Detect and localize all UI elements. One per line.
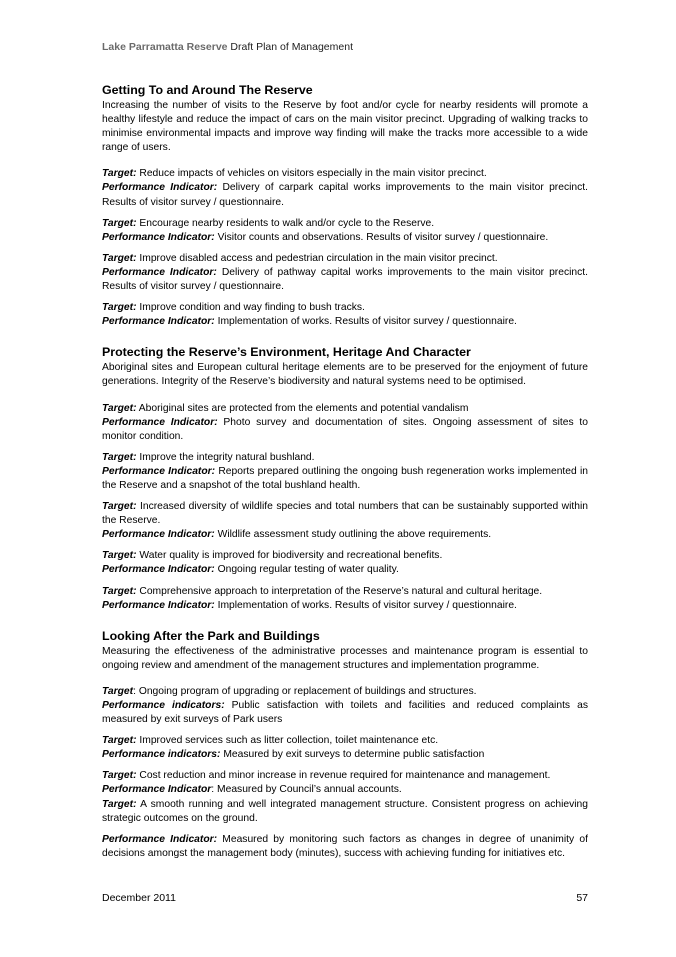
- line-label: Performance Indicator:: [102, 564, 215, 576]
- target-line: [102, 549, 588, 563]
- performance-indicator-line: [102, 231, 588, 245]
- line-label: Target:: [102, 550, 137, 562]
- line-text: A smooth running and well integrated management structure. Consistent progress on achieving strategic outcomes on the ground.: [102, 798, 588, 824]
- line-text: Implementation of works. Results of visitor survey / questionnaire.: [214, 599, 517, 611]
- line-text: Delivery of pathway capital works improvements to the main visitor precinct. Results of visitor survey / questionnaire.: [102, 266, 588, 293]
- performance-indicator-line: [102, 563, 588, 577]
- performance-indicator-line: [102, 181, 588, 209]
- target-block: [102, 734, 588, 762]
- section-heading: Looking After the Park and Buildings: [102, 628, 320, 643]
- line-label: Target:: [102, 217, 137, 229]
- performance-indicator-line: [102, 266, 588, 294]
- line-text: Water quality is improved for biodiversity and recreational benefits.: [136, 550, 443, 562]
- target-block: [102, 167, 588, 209]
- line-text: Public satisfaction with toilets and facilities and reduced complaints as measured by exit surveys of Park users: [102, 700, 588, 726]
- line-label: Target:: [102, 402, 137, 414]
- line-label: Performance indicators:: [102, 749, 221, 761]
- target-line: [102, 500, 588, 528]
- line-text: : Measured by Council’s annual accounts.: [211, 784, 402, 796]
- target-block: [102, 451, 588, 493]
- section-intro: Aboriginal sites and European cultural heritage elements are to be preserved for the enjoyment of future generations. Integrity of the Reserve’s biodiversity and natural systems need to be optimised.: [102, 362, 588, 388]
- section-heading: Protecting the Reserve’s Environment, Heritage And Character: [102, 345, 471, 360]
- target-line: [102, 769, 588, 783]
- target-line: [102, 734, 588, 748]
- line-text: Wildlife assessment study outlining the above requirements.: [214, 529, 492, 541]
- target-line: [102, 685, 588, 699]
- footer-date: December 2011: [102, 892, 176, 904]
- line-label: Target:: [102, 451, 137, 463]
- running-header: [102, 41, 353, 53]
- line-text: Improve condition and way finding to bush tracks.: [136, 302, 365, 314]
- performance-indicator-line: [102, 833, 588, 861]
- section: [102, 83, 588, 329]
- line-label: Performance Indicator:: [102, 231, 215, 243]
- line-text: Photo survey and documentation of sites. Ongoing assessment of sites to monitor condition.: [102, 416, 588, 442]
- target-block: [102, 769, 588, 825]
- target-line: [102, 402, 588, 416]
- performance-indicator-line: [102, 528, 588, 542]
- line-label: Performance Indicator:: [102, 182, 218, 194]
- line-label: Performance Indicator: [102, 784, 212, 796]
- line-text: Visitor counts and observations. Results of visitor survey / questionnaire.: [214, 231, 549, 243]
- line-label: Target:: [102, 501, 137, 513]
- line-text: Measured by monitoring such factors as changes in degree of unanimity of decisions amongst the management body (minutes), success with achieving funding for initiatives etc.: [102, 833, 588, 859]
- line-text: Implementation of works. Results of visitor survey / questionnaire.: [214, 316, 517, 328]
- target-block: [102, 833, 588, 861]
- performance-indicator-line: [102, 599, 588, 613]
- line-text: Improve the integrity natural bushland.: [136, 451, 315, 463]
- line-text: Measured by exit surveys to determine public satisfaction: [220, 749, 485, 761]
- line-text: Comprehensive approach to interpretation of the Reserve’s natural and cultural heritage.: [136, 585, 543, 597]
- line-label: Performance Indicator:: [102, 599, 215, 611]
- target-line: [102, 217, 588, 231]
- section: [102, 629, 588, 861]
- target-line: [102, 252, 588, 266]
- line-text: Improved services such as litter collection, toilet maintenance etc.: [136, 735, 439, 747]
- line-label: Performance Indicator:: [102, 465, 216, 477]
- target-line: [102, 798, 588, 826]
- line-label: Performance Indicator:: [102, 529, 215, 541]
- line-text: Cost reduction and minor increase in revenue required for maintenance and management.: [136, 770, 551, 782]
- section-heading: Getting To and Around The Reserve: [102, 83, 313, 97]
- line-text: Ongoing regular testing of water quality.: [214, 564, 399, 576]
- target-block: [102, 500, 588, 542]
- header-title-rest: Draft Plan of Management: [227, 41, 353, 53]
- section: [102, 345, 588, 612]
- line-label: Target:: [102, 798, 137, 810]
- line-text: Aboriginal sites are protected from the elements and potential vandalism: [136, 402, 469, 414]
- line-text: Reduce impacts of vehicles on visitors especially in the main visitor precinct.: [136, 168, 487, 180]
- target-block: [102, 549, 588, 577]
- performance-indicator-line: [102, 465, 588, 493]
- target-block: [102, 402, 588, 444]
- target-line: [102, 585, 588, 599]
- section-intro: Increasing the number of visits to the Reserve by foot and/or cycle for nearby residents will promote a healthy lifestyle and reduce the impact of cars on the main visitor precinct. Upgrading of walking tracks to minimise environmental impacts and improve way finding will make the tracks more accessible to a wide range of users.: [102, 100, 588, 154]
- line-label: Target:: [102, 302, 137, 314]
- header-title-bold: Lake Parramatta Reserve: [102, 41, 228, 53]
- target-block: [102, 217, 588, 245]
- line-text: : Ongoing program of upgrading or replacement of buildings and structures.: [133, 685, 477, 697]
- target-block: [102, 685, 588, 727]
- target-block: [102, 252, 588, 294]
- line-label: Target:: [102, 735, 137, 747]
- performance-indicator-line: [102, 315, 588, 329]
- line-text: Delivery of carpark capital works improvements to the main visitor precinct. Results of visitor survey / questionnaire.: [102, 182, 588, 208]
- target-block: [102, 301, 588, 329]
- line-label: Performance indicators:: [102, 700, 225, 711]
- target-line: [102, 301, 588, 315]
- page-number: 57: [576, 892, 588, 904]
- performance-indicator-line: [102, 699, 588, 727]
- line-label: Performance Indicator:: [102, 266, 217, 278]
- line-label: Target:: [102, 585, 137, 597]
- line-text: Encourage nearby residents to walk and/or cycle to the Reserve.: [136, 217, 435, 229]
- line-text: Reports prepared outlining the ongoing bush regeneration works implemented in the Reserve and a snapshot of the total bushland health.: [102, 465, 588, 491]
- line-label: Performance Indicator:: [102, 833, 218, 845]
- target-line: [102, 451, 588, 465]
- line-label: Target:: [102, 770, 137, 782]
- line-label: Performance Indicator:: [102, 416, 218, 428]
- line-text: Improve disabled access and pedestrian circulation in the main visitor precinct.: [136, 252, 498, 264]
- document-body: [102, 83, 588, 877]
- line-label: Target: [102, 685, 134, 697]
- line-label: Performance Indicator:: [102, 316, 215, 328]
- section-intro: Measuring the effectiveness of the administrative processes and maintenance program is essential to ongoing review and amendment of the management structures and implementation programme.: [102, 645, 588, 671]
- performance-indicator-line: [102, 783, 588, 797]
- performance-indicator-line: [102, 748, 588, 762]
- line-label: Target:: [102, 252, 137, 264]
- target-block: [102, 585, 588, 613]
- line-text: Increased diversity of wildlife species and total numbers that can be sustainably supported within the Reserve.: [102, 501, 588, 527]
- performance-indicator-line: [102, 416, 588, 444]
- line-label: Target:: [102, 168, 137, 180]
- target-line: [102, 167, 588, 181]
